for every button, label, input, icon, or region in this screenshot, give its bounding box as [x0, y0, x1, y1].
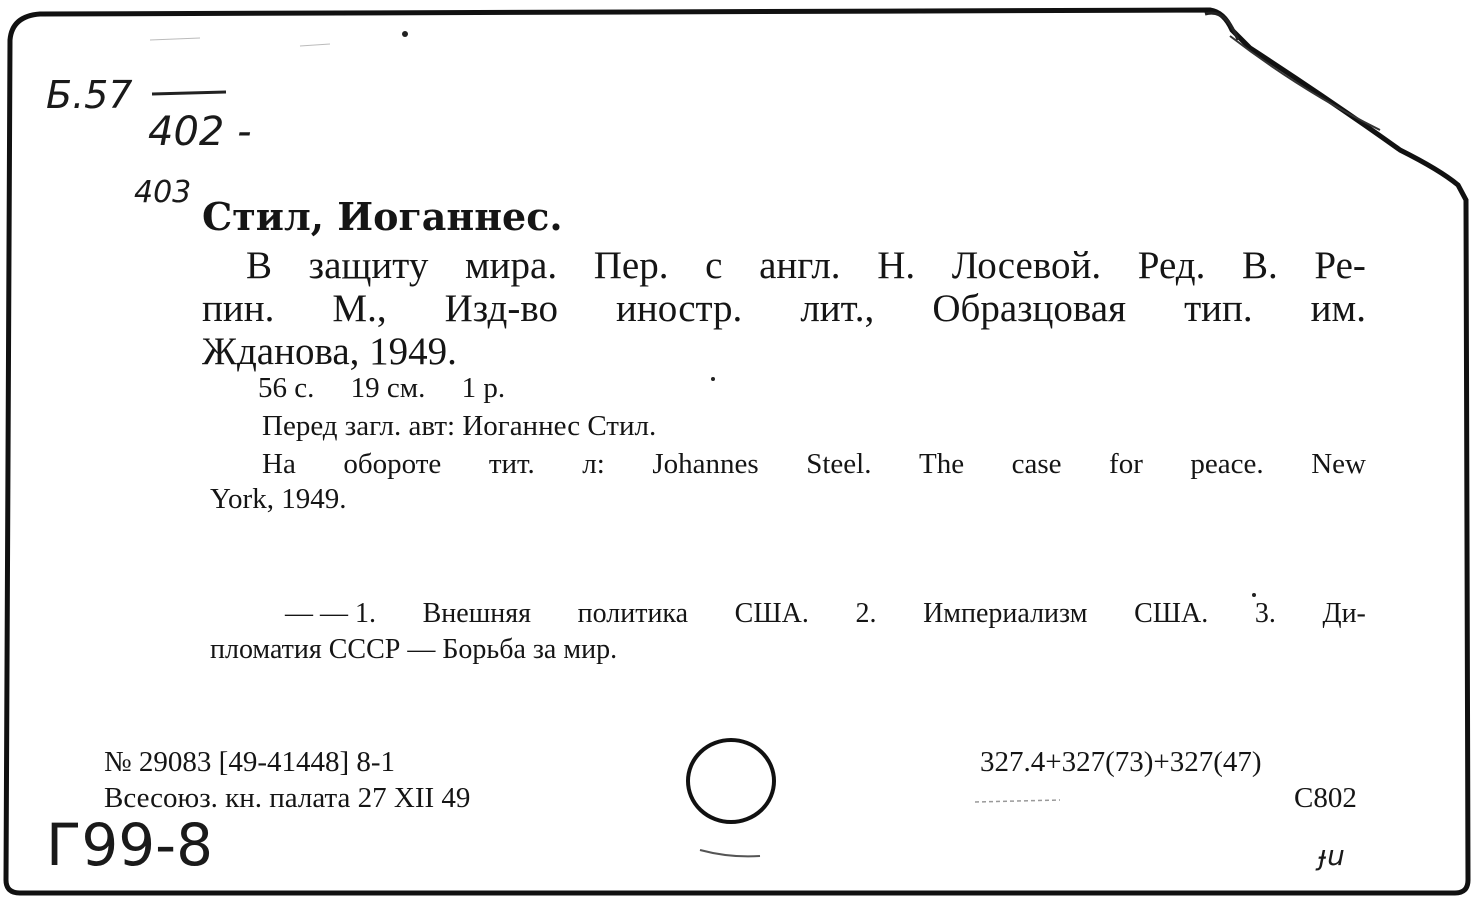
word: — — 1. — [285, 598, 376, 629]
word: Johannes — [652, 448, 759, 480]
word: Лосевой. — [951, 244, 1102, 287]
word: 2. — [855, 598, 877, 629]
word: Образцовая — [932, 287, 1127, 330]
handwritten-number-402: 402 - — [148, 109, 252, 155]
handwritten-corner-mark: ɟu — [1318, 839, 1345, 872]
word: пин. — [202, 287, 275, 330]
word: им. — [1310, 287, 1366, 330]
word: США. — [1134, 598, 1209, 629]
handwritten-mark-bottom: Г99-8 — [46, 811, 214, 879]
word: Steel. — [806, 448, 872, 480]
author-note: Перед загл. авт: Иоганнес Стил. — [262, 410, 657, 442]
word: The — [918, 448, 965, 480]
title-line-1 — [246, 246, 1366, 285]
handwritten-mark-top: Б.57 — [46, 73, 133, 117]
word: Пер. — [593, 244, 669, 287]
word: case — [1011, 448, 1062, 480]
word: Внешняя — [422, 598, 532, 629]
word: 3. — [1254, 598, 1276, 629]
punch-hole-circle — [684, 736, 778, 826]
word: л: — [582, 448, 605, 480]
word: защиту — [308, 244, 429, 287]
subjects-line-2: пломатия СССР — Борьба за мир. — [210, 634, 618, 665]
word: На — [262, 448, 296, 480]
word: for — [1109, 448, 1143, 480]
word: Ре- — [1314, 244, 1366, 287]
word: лит., — [800, 287, 875, 330]
classification-index: 327.4+327(73)+327(47) — [980, 746, 1262, 778]
handwritten-number-403: 403 — [134, 175, 192, 210]
word: М., — [332, 287, 387, 330]
word: иностр. — [616, 287, 743, 330]
word: В. — [1242, 244, 1278, 287]
word: англ. — [759, 244, 841, 287]
verso-note-line-1 — [262, 450, 1366, 479]
word: мира. — [464, 244, 558, 287]
word: политика — [577, 598, 689, 629]
word: Ди- — [1322, 598, 1366, 629]
book-chamber-date: Всесоюз. кн. палата 27 XII 49 — [104, 782, 471, 814]
author-heading: Стил, Иоганнес. — [202, 194, 563, 239]
shelf-mark: С802 — [1294, 782, 1357, 814]
word: New — [1311, 448, 1366, 480]
word: США. — [734, 598, 809, 629]
word: тит. — [488, 448, 535, 480]
word: с — [705, 244, 723, 287]
subjects-line-1 — [285, 600, 1366, 628]
word: peace. — [1190, 448, 1264, 480]
word: Н. — [877, 244, 916, 287]
word: Изд-во — [444, 287, 558, 330]
word: обороте — [343, 448, 442, 480]
verso-note-line-2: York, 1949. — [210, 483, 347, 515]
word: В — [246, 244, 273, 287]
word: Империализм — [923, 598, 1088, 629]
handwritten-underline — [150, 88, 230, 100]
title-line-3: Жданова, 1949. — [202, 330, 457, 373]
title-line-2 — [202, 289, 1366, 328]
record-number: № 29083 [49-41448] 8-1 — [104, 746, 396, 778]
word: Ред. — [1137, 244, 1206, 287]
word: тип. — [1184, 287, 1253, 330]
collation-note: 56 с. 19 см. 1 р. — [258, 372, 506, 404]
